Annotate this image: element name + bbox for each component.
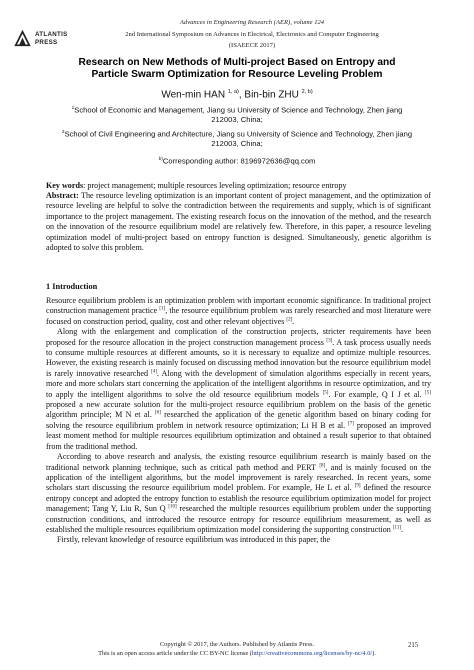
citation: [1]: [159, 306, 166, 312]
citation: [4]: [151, 369, 157, 375]
citation: [2]: [286, 317, 293, 323]
p2-text-c: . Along with the development of simulation algorithms especially in recent years, more and more scholars start concerning the application of the intelligent algorithms in resource optimization, and try to apply the intelligent algorithms to solve the old resource equilibrium models: [46, 368, 431, 399]
p3-text-d: researched the multiple resources equilibrium problem under the supporting construction conditions, and introduced the resource entropy for resource equilibrium measurement, as well as established the multiple resources equilibrium optimization model considering the supporting construction: [46, 504, 431, 534]
citation: [7]: [348, 421, 354, 427]
citation: [9]: [354, 483, 361, 489]
keywords-text: : project management; multiple resources leveling optimization; resource entropy: [83, 181, 347, 190]
p1-text-a: Resource equilibrium problem is an optimization problem with important economic significance. In traditional project construction management practice: [46, 296, 431, 316]
abstract-text: The resource leveling optimization is an important content of project management, and the optimization of resource leveling are helpful to solve the contradiction between the requirements and supply, which is of significant importance to the project management. The existing research focus on the innovation of the method, and the research on the innovation of the resource equilibrium model are relatively few. Therefore, in this paper, a resource leveling optimization model of multi-project based on entropy function is designed. Simultaneously, genetic algorithm is adopted to solve this problem.: [46, 191, 431, 253]
license-link[interactable]: http://creativecommons.org/licenses/by-nc/4.0/: [251, 650, 373, 657]
p2-text-b: . A task process usually needs to consume multiple resources at different amounts, so it is necessary to equalize and optimize multiple resources. However, the existing research is mainly focused on discussing method innovation but the resource equilibrium model is rarely innovative researched: [46, 337, 431, 378]
journal-header: Advances in Engineering Research (AER), volume 124: [179, 19, 325, 26]
affiliation-2-text: School of Civil Engineering and Architecture, Jiang su University of Science and Technology, Zhen jiang 212003, China;: [64, 129, 413, 149]
citation: [6]: [155, 410, 161, 416]
page-number: 215: [408, 642, 419, 649]
corresponding-author: [60, 155, 414, 166]
conference-header: 2nd International Symposium on Advances in Electrical, Electronics and Computer Engineering: [125, 31, 379, 38]
paragraph-4: Firstly, relevant knowledge of resource equilibrium was introduced in this paper, the: [57, 535, 331, 545]
p3-text-e: .: [401, 524, 404, 534]
atlantis-logo-icon: [14, 30, 31, 47]
affiliation-1: [60, 104, 414, 125]
p3-text-b: , and is mainly focused on the application of the intelligent algorithms, but the model improvement is rarely researched. In recent years, some scholars start discussing the resource equilibrium model problem. For example, He L et al.: [46, 462, 432, 493]
citation: [3]: [326, 337, 333, 343]
author-1: Wen-min HAN: [161, 89, 226, 101]
license-close: ).: [372, 650, 376, 657]
p3-text-a: According to above research and analysis, the existing resource equilibrium research is mainly based on the traditional network planning technique, such as critical path method and PERT: [46, 452, 431, 472]
paragraph-1: [46, 296, 431, 327]
keywords-label: Key words: [46, 181, 84, 190]
citation: [8]: [319, 462, 326, 468]
affiliation-2: [60, 128, 414, 149]
title-line2: Particle Swarm Optimization for Resource Leveling Problem: [91, 69, 383, 80]
paragraph-2: [46, 327, 431, 452]
logo-line1: ATLANTIS: [35, 31, 68, 38]
citation: [10]: [168, 504, 177, 510]
authors: [40, 86, 434, 101]
affiliation-2-sup: 2: [61, 130, 65, 135]
p2-text-d: . For example, Q I J et al.: [328, 389, 426, 399]
section-heading: 1 Introduction: [46, 282, 98, 291]
p2-text-e: proposed a new accurate solution for the multi-project resource equilibrium problem on the basis of the genetic algorithm principle; M N et al.: [46, 400, 431, 420]
corresponding-text: Corresponding author: 8196972636@qq.com: [162, 156, 316, 166]
author-1-sup: 1, a): [227, 89, 239, 95]
p1-text-c: .: [292, 316, 295, 326]
paragraph-3: [46, 452, 431, 535]
author-separator: ,: [238, 89, 245, 101]
abstract-label: Abstract:: [46, 191, 79, 200]
introduction-body: [46, 296, 431, 546]
logo-line2: PRESS: [35, 38, 58, 46]
author-2: Bin-bin ZHU: [244, 89, 299, 101]
footer-copyright: Copyright © 2017, the Authors. Published by Atlantis Press.: [159, 641, 315, 648]
footer-license: [40, 650, 434, 658]
p2-text-f: researched the application of the genetic algorithm based on binary coding for solving the resource equilibrium problem in network resource optimization; Li H B et al.: [46, 410, 431, 430]
logo-wordmark: [35, 31, 68, 46]
citation: [5]: [425, 389, 431, 395]
atlantis-press-logo: [14, 27, 84, 53]
paper-title: [40, 57, 434, 81]
p3-text-c: defined the resource entropy concept and adopted the entropy function to establish the resource equilibrium optimization model for project management; Tang Y, Liu R, Sun Q: [46, 483, 432, 514]
affiliation-1-text: School of Economic and Management, Jiang su University of Science and Technology, Zhen jiang 212003, China;: [74, 105, 403, 125]
title-line1: Research on New Methods of Multi-project Based on Entropy and: [78, 57, 396, 68]
affiliation-1-sup: 1: [71, 106, 75, 111]
p1-text-b: , the resource equilibrium problem was rarely researched and most literature were focused on construction period, quality, cost and other relevant objectives: [46, 306, 432, 326]
conference-short: (ISAEECE 2017): [228, 42, 276, 49]
p2-text-a: Along with the enlargement and complication of the construction projects, stricter requirements have been proposed for the resource allocation in the project construction management process: [46, 327, 431, 347]
abstract: [46, 191, 431, 253]
author-2-sup: 2, b): [301, 89, 313, 95]
keywords: [46, 181, 431, 191]
citation: [11]: [392, 525, 401, 531]
corresponding-sup: b): [158, 157, 163, 162]
license-text: This is an open access article under the CC BY-NC license (: [98, 650, 252, 657]
citation: [5]: [322, 389, 329, 395]
p2-text-g: proposed an improved least moment method for multiple resources equilibrium optimization and obtained a result superior to that obtained from the traditional method.: [46, 420, 432, 451]
